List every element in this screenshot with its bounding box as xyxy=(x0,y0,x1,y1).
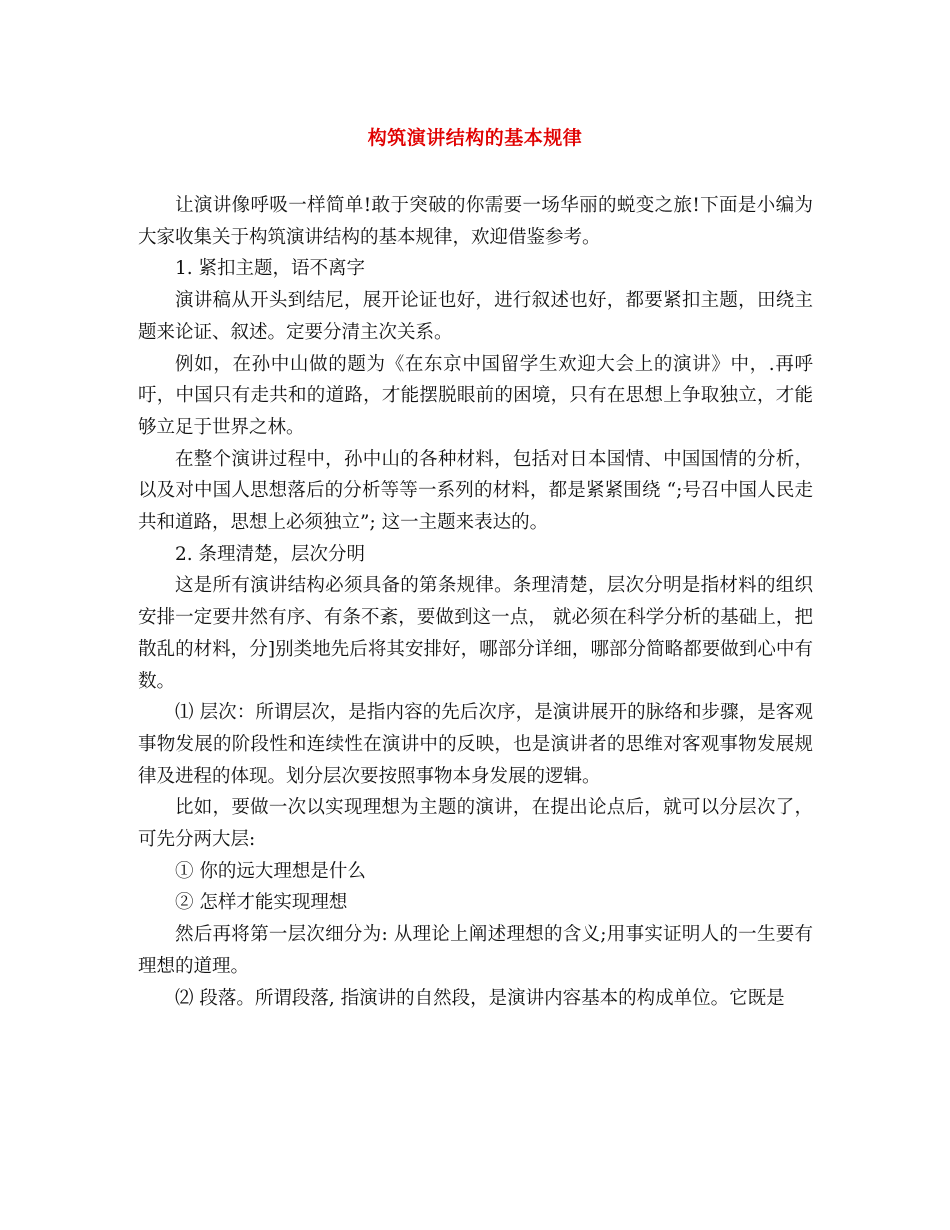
paragraph-intro: 让演讲像呼吸一样简单!敢于突破的你需要一场华丽的蜕变之旅!下面是小编为大家收集关于构筑演讲结构的基本规律，欢迎借鉴参考。 xyxy=(138,195,813,248)
paragraph: ⑵ 段落。所谓段落, 指演讲的自然段，是演讲内容基本的构成单位。它既是 xyxy=(175,987,785,1009)
paragraph: ⑴ 层次：所谓层次，是指内容的先后次序，是演讲展开的脉络和步骤，是客观事物发展的阶段性和连续性在演讲中的反映，也是演讲者的思维对客观事物发展规律及进程的体现。划分层次要按照事物本身发展的逻辑。 xyxy=(138,702,813,787)
heading-1: 1. 紧扣主题，语不离字 xyxy=(175,258,366,280)
paragraph: 演讲稿从开头到结尼，展开论证也好，进行叙述也好，都要紧扣主题，田绕主题来论证、叙述。定要分清主次关系。 xyxy=(138,290,813,343)
document-body xyxy=(138,190,813,1014)
paragraph: 比如，要做一次以实现理想为主题的演讲，在提出论点后，就可以分层次了，可先分两大层: xyxy=(138,797,813,851)
list-item: ② 怎样才能实现理想 xyxy=(175,892,348,914)
list-item: ① 你的远大理想是什么 xyxy=(175,860,366,882)
document-title: 构筑演讲结构的基本规律 xyxy=(367,127,583,149)
paragraph: 例如，在孙中山做的题为《在东京中国留学生欢迎大会上的演讲》中，.再呼吁，中国只有走共和的道路，才能摆脱眼前的困境，只有在思想上争取独立，才能够立足于世界之林。 xyxy=(138,353,813,438)
heading-2: 2. 条理清楚，层次分明 xyxy=(175,543,366,565)
paragraph: 这是所有演讲结构必须具备的第条规律。条理清楚，层次分明是指材料的组织安排一定要井然有序、有条不紊，要做到这一点， 就必须在科学分析的基础上，把散乱的材料，分]别类地先后将其安排好，哪部分详细，哪部分简略都要做到心中有数。 xyxy=(138,575,813,692)
paragraph: 在整个演讲过程中，孙中山的各种材料，包括对日本国情、中国国情的分析，以及对中国人思想落后的分析等等一系列的材料，都是紧紧围绕 “;号召中国人民走共和道路，思想上必须独立”; 这一主题来表达的。 xyxy=(138,448,813,534)
paragraph: 然后再将第一层次细分为: 从理论上阐述理想的含义;用事实证明人的一生要有理想的道理。 xyxy=(138,924,813,977)
